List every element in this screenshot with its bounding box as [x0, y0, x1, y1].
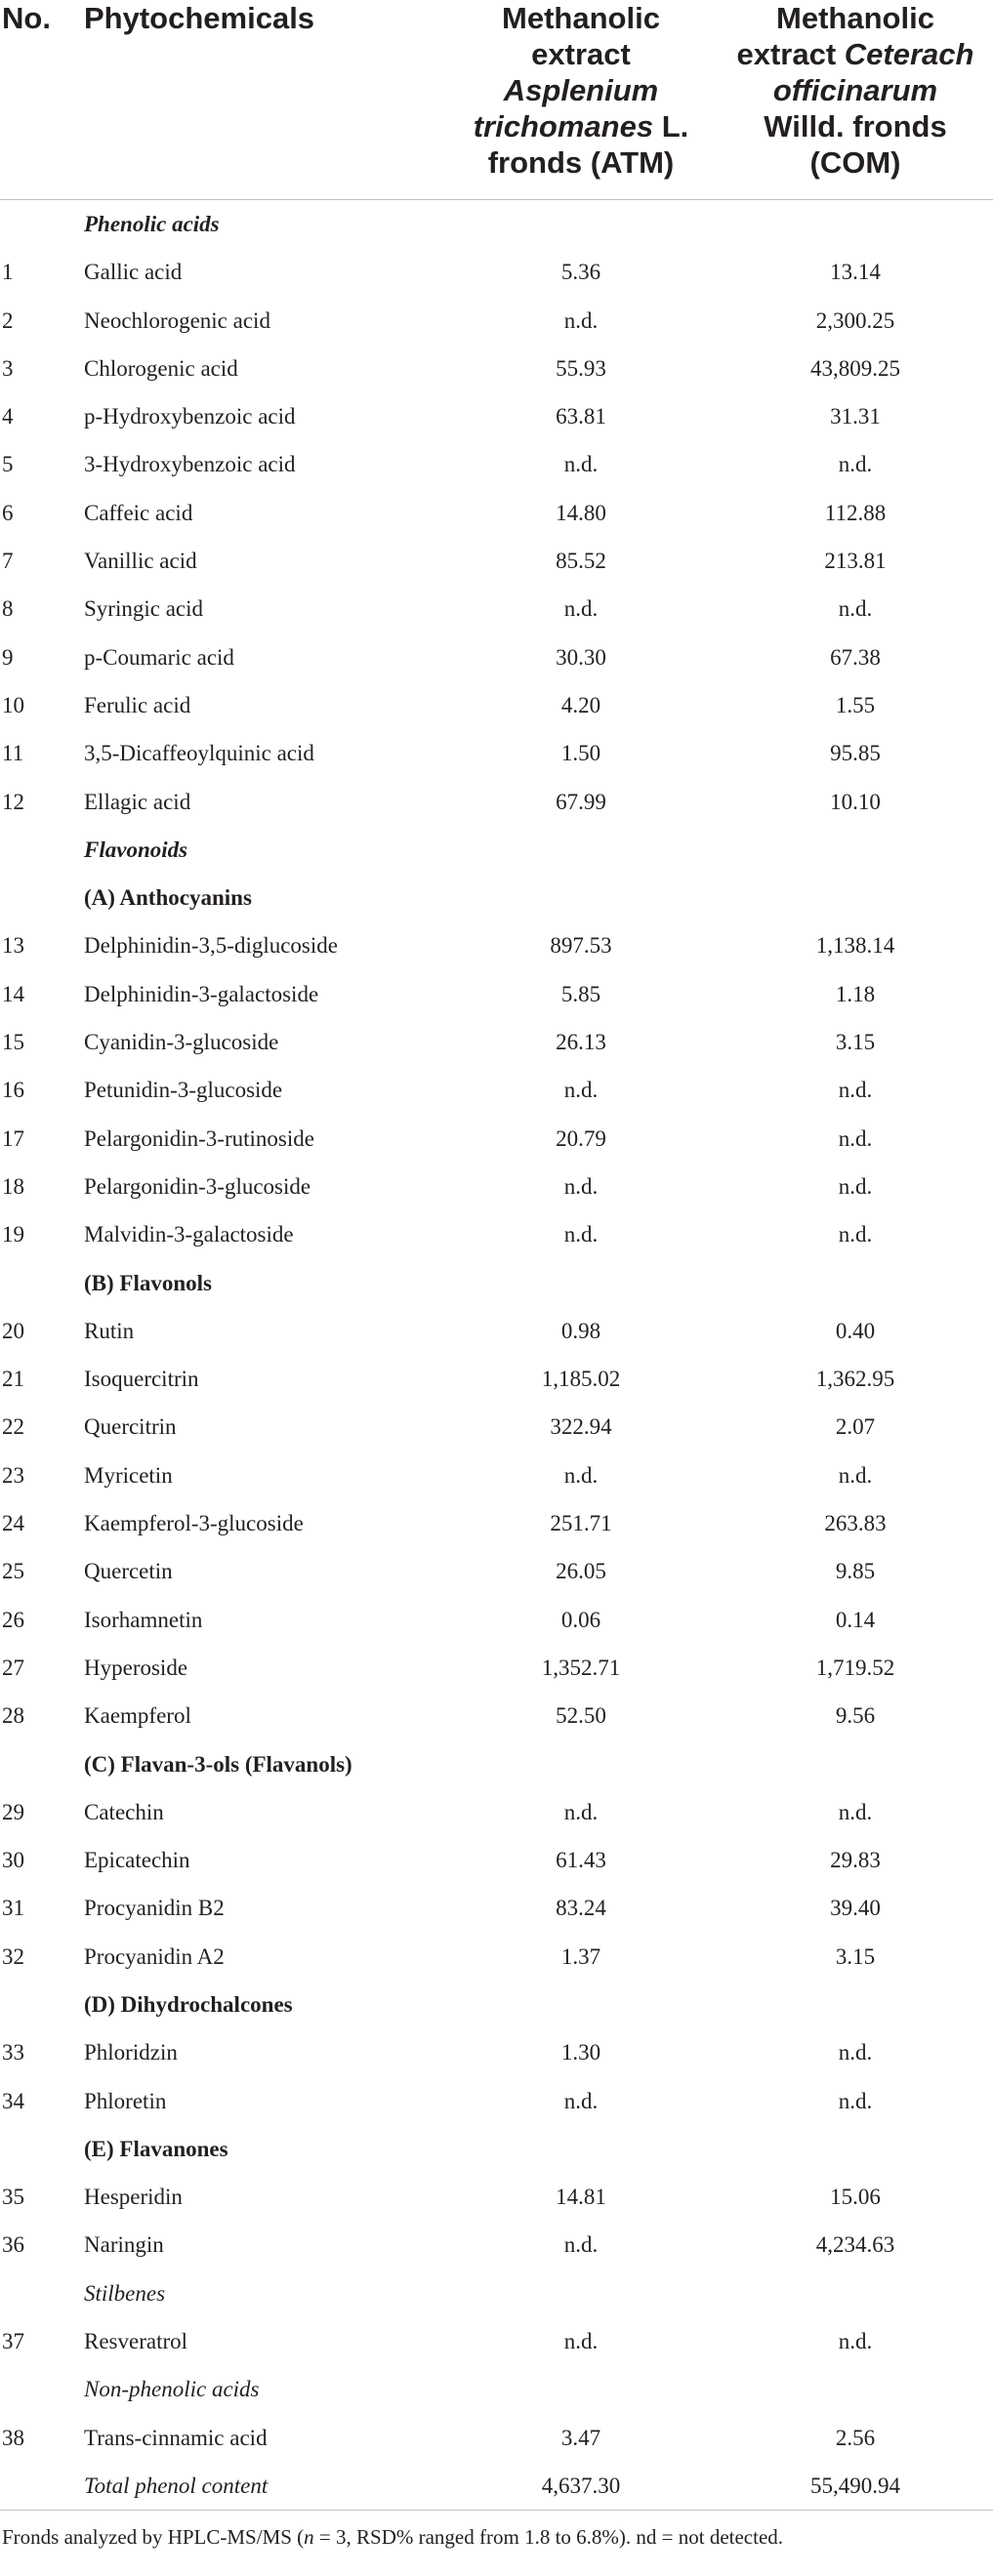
cell-atm: 0.06 [560, 1607, 601, 1632]
cell-atm: n.d. [563, 1462, 599, 1488]
table-row [0, 634, 993, 681]
table-row [0, 537, 993, 585]
cell-name: p-Hydroxybenzoic acid [84, 404, 296, 429]
cell-atm: 5.85 [560, 981, 601, 1006]
cell-name: Procyanidin A2 [84, 1943, 225, 1969]
cell-atm: n.d. [563, 1799, 599, 1824]
table-row [0, 1547, 993, 1595]
cell-name: Trans-cinnamic acid [84, 2425, 268, 2450]
cell-com: n.d. [838, 2040, 873, 2065]
cell-com: 263.83 [824, 1511, 887, 1536]
cell-com: 43,809.25 [810, 355, 900, 381]
cell-name: Petunidin-3-glucoside [84, 1078, 283, 1103]
table-row [0, 248, 993, 296]
cell-atm: 1,185.02 [541, 1367, 621, 1392]
header-no: No. [2, 1, 51, 35]
cell-name: Gallic acid [84, 260, 183, 285]
cell-name: Delphinidin-3,5-diglucoside [84, 933, 338, 959]
cell-no: 27 [2, 1655, 24, 1680]
cell-no: 25 [2, 1559, 24, 1584]
cell-name: Hesperidin [84, 2185, 183, 2210]
cell-name: 3-Hydroxybenzoic acid [84, 452, 296, 477]
cell-com: 112.88 [824, 500, 887, 525]
cell-atm: n.d. [563, 2329, 599, 2354]
cell-name: Quercetin [84, 1559, 173, 1584]
cell-atm: 52.50 [556, 1703, 606, 1729]
cell-name: Chlorogenic acid [84, 355, 238, 381]
cell-com: 10.10 [830, 789, 881, 814]
cell-atm: n.d. [563, 2232, 599, 2258]
cell-name: p-Coumaric acid [84, 644, 234, 670]
header-com: Methanolic extract Ceterach officinarum Willd. fronds (COM) [718, 0, 993, 181]
cell-name: Total phenol content [84, 2473, 269, 2498]
table-row [0, 970, 993, 1018]
cell-name: Myricetin [84, 1462, 173, 1488]
table-footnote: Fronds analyzed by HPLC-MS/MS (n = 3, RSD% ranged from 1.8 to 6.8%). nd = not detected. [2, 2525, 784, 2550]
cell-name: Caffeic acid [84, 500, 193, 525]
table-row [0, 1836, 993, 1884]
cell-atm: 4,637.30 [541, 2473, 621, 2498]
cell-no: 28 [2, 1703, 24, 1729]
cell-atm: n.d. [563, 596, 599, 622]
table-row [0, 778, 993, 826]
cell-name: Phloridzin [84, 2040, 178, 2065]
table-row [0, 1644, 993, 1692]
section-header [0, 2125, 993, 2173]
table-row [0, 1884, 993, 1932]
table-row [0, 1788, 993, 1836]
cell-atm: 63.81 [556, 404, 606, 429]
table-row [0, 1066, 993, 1114]
cell-com: 15.06 [830, 2185, 881, 2210]
cell-com: 2.07 [835, 1414, 876, 1440]
cell-atm: 85.52 [556, 549, 606, 574]
total-row [0, 2462, 993, 2511]
cell-no: 36 [2, 2232, 24, 2258]
table-row [0, 1307, 993, 1355]
cell-com: n.d. [838, 596, 873, 622]
cell-com: 95.85 [830, 741, 881, 766]
cell-name: Pelargonidin-3-rutinoside [84, 1125, 314, 1151]
table-row [0, 729, 993, 777]
table-row [0, 489, 993, 537]
cell-no: 4 [2, 404, 14, 429]
cell-atm: 26.05 [556, 1559, 606, 1584]
cell-com: 55,490.94 [810, 2473, 900, 2498]
cell-no: 9 [2, 644, 14, 670]
cell-no: 37 [2, 2329, 24, 2354]
table-row [0, 1596, 993, 1644]
table-row [0, 1933, 993, 1981]
cell-atm: n.d. [563, 307, 599, 333]
cell-name: Delphinidin-3-galactoside [84, 981, 319, 1006]
cell-com: 0.40 [835, 1318, 876, 1343]
section-header [0, 1259, 993, 1307]
cell-atm: 3.47 [560, 2425, 601, 2450]
table-row [0, 1163, 993, 1210]
cell-name: Isorhamnetin [84, 1607, 203, 1632]
cell-name: Catechin [84, 1799, 164, 1824]
section-label: Stilbenes [84, 2280, 166, 2306]
table-row [0, 2028, 993, 2076]
cell-no: 23 [2, 1462, 24, 1488]
cell-atm: 1.30 [560, 2040, 601, 2065]
cell-name: Cyanidin-3-glucoside [84, 1030, 279, 1055]
section-label: (D) Dihydrochalcones [84, 1991, 293, 2017]
cell-no: 1 [2, 260, 14, 285]
cell-com: n.d. [838, 1078, 873, 1103]
cell-atm: 1,352.71 [541, 1655, 621, 1680]
section-label: Non-phenolic acids [84, 2377, 260, 2402]
cell-no: 13 [2, 933, 24, 959]
table-row [0, 1499, 993, 1547]
cell-no: 38 [2, 2425, 24, 2450]
cell-no: 5 [2, 452, 14, 477]
cell-com: 1,362.95 [815, 1367, 895, 1392]
table-row [0, 921, 993, 969]
cell-name: Resveratrol [84, 2329, 188, 2354]
cell-no: 6 [2, 500, 14, 525]
cell-atm: 5.36 [560, 260, 601, 285]
cell-com: 1,719.52 [815, 1655, 895, 1680]
cell-name: Ellagic acid [84, 789, 191, 814]
cell-com: 31.31 [830, 404, 881, 429]
cell-no: 7 [2, 549, 14, 574]
cell-com: n.d. [838, 2329, 873, 2354]
cell-no: 30 [2, 1848, 24, 1873]
cell-com: 2.56 [835, 2425, 876, 2450]
cell-atm: 897.53 [550, 933, 612, 959]
cell-name: Pelargonidin-3-glucoside [84, 1173, 311, 1199]
cell-name: Naringin [84, 2232, 164, 2258]
cell-no: 16 [2, 1078, 24, 1103]
cell-com: 3.15 [835, 1943, 876, 1969]
cell-atm: 14.81 [556, 2185, 606, 2210]
cell-com: n.d. [838, 1799, 873, 1824]
header-atm-line4: trichomanes L. [473, 109, 689, 143]
cell-no: 17 [2, 1125, 24, 1151]
cell-atm: 0.98 [560, 1318, 601, 1343]
cell-no: 11 [2, 741, 24, 766]
header-phytochemicals: Phytochemicals [84, 1, 315, 35]
cell-com: n.d. [838, 1222, 873, 1247]
cell-no: 26 [2, 1607, 24, 1632]
table-body [0, 200, 993, 2511]
cell-name: Malvidin-3-galactoside [84, 1222, 294, 1247]
cell-atm: 20.79 [556, 1125, 606, 1151]
cell-com: 1.55 [835, 692, 876, 717]
header-com-line2: extract Ceterach [736, 37, 974, 71]
cell-no: 12 [2, 789, 24, 814]
table-row [0, 1210, 993, 1258]
table-row [0, 1692, 993, 1739]
cell-com: 1.18 [835, 981, 876, 1006]
table-row [0, 2077, 993, 2125]
cell-com: 2,300.25 [815, 307, 895, 333]
cell-com: 1,138.14 [815, 933, 895, 959]
cell-name: Quercitrin [84, 1414, 177, 1440]
section-label: Flavonoids [84, 837, 188, 862]
cell-atm: n.d. [563, 1078, 599, 1103]
cell-no: 15 [2, 1030, 24, 1055]
section-label: (E) Flavanones [84, 2136, 228, 2161]
cell-no: 20 [2, 1318, 24, 1343]
section-label: (A) Anthocyanins [84, 885, 252, 911]
cell-atm: n.d. [563, 452, 599, 477]
table-row [0, 2221, 993, 2269]
table-row [0, 2317, 993, 2365]
section-label: (C) Flavan-3-ols (Flavanols) [84, 1751, 352, 1777]
cell-no: 2 [2, 307, 14, 333]
header-atm: Methanolic extract Asplenium trichomanes L. fronds (ATM) [420, 0, 742, 181]
section-header [0, 2269, 993, 2317]
cell-no: 32 [2, 1943, 24, 1969]
cell-atm: n.d. [563, 2088, 599, 2113]
table-row [0, 1018, 993, 1066]
cell-name: Hyperoside [84, 1655, 188, 1680]
cell-no: 21 [2, 1367, 24, 1392]
section-header [0, 1981, 993, 2028]
cell-name: Epicatechin [84, 1848, 190, 1873]
section-header [0, 826, 993, 874]
cell-name: Vanillic acid [84, 549, 197, 574]
cell-name: Neochlorogenic acid [84, 307, 270, 333]
table-header [0, 0, 993, 200]
table-row [0, 2173, 993, 2221]
cell-no: 18 [2, 1173, 24, 1199]
cell-com: 29.83 [830, 1848, 881, 1873]
cell-com: 4,234.63 [815, 2232, 895, 2258]
cell-name: Kaempferol [84, 1703, 191, 1729]
cell-atm: 30.30 [556, 644, 606, 670]
cell-com: 67.38 [830, 644, 881, 670]
cell-name: Syringic acid [84, 596, 203, 622]
cell-no: 35 [2, 2185, 24, 2210]
table-row [0, 1355, 993, 1403]
cell-atm: 4.20 [560, 692, 601, 717]
cell-atm: 55.93 [556, 355, 606, 381]
table-row [0, 681, 993, 729]
cell-no: 14 [2, 981, 24, 1006]
cell-atm: 14.80 [556, 500, 606, 525]
cell-com: n.d. [838, 1173, 873, 1199]
table-row [0, 2414, 993, 2462]
cell-name: Procyanidin B2 [84, 1896, 225, 1921]
table-row [0, 440, 993, 488]
cell-no: 3 [2, 355, 14, 381]
cell-name: 3,5-Dicaffeoylquinic acid [84, 741, 314, 766]
cell-atm: n.d. [563, 1173, 599, 1199]
cell-name: Rutin [84, 1318, 135, 1343]
table-row [0, 1115, 993, 1163]
table-row [0, 1452, 993, 1499]
cell-com: n.d. [838, 2088, 873, 2113]
cell-atm: n.d. [563, 1222, 599, 1247]
cell-com: 39.40 [830, 1896, 881, 1921]
section-header [0, 1740, 993, 1788]
cell-no: 29 [2, 1799, 24, 1824]
cell-no: 22 [2, 1414, 24, 1440]
cell-no: 31 [2, 1896, 24, 1921]
cell-name: Kaempferol-3-glucoside [84, 1511, 304, 1536]
cell-atm: 61.43 [556, 1848, 606, 1873]
section-header [0, 200, 993, 248]
cell-com: 9.85 [835, 1559, 876, 1584]
cell-name: Ferulic acid [84, 692, 191, 717]
table-row [0, 585, 993, 633]
cell-no: 34 [2, 2088, 24, 2113]
cell-no: 10 [2, 692, 24, 717]
cell-com: n.d. [838, 1462, 873, 1488]
table-row [0, 345, 993, 392]
section-label: Phenolic acids [84, 212, 220, 236]
cell-atm: 1.50 [560, 741, 601, 766]
cell-no: 19 [2, 1222, 24, 1247]
cell-atm: 83.24 [556, 1896, 606, 1921]
section-label: (B) Flavonols [84, 1270, 212, 1295]
cell-atm: 251.71 [550, 1511, 612, 1536]
cell-com: n.d. [838, 452, 873, 477]
cell-atm: 1.37 [560, 1943, 601, 1969]
cell-com: 0.14 [835, 1607, 876, 1632]
cell-com: 13.14 [830, 260, 881, 285]
cell-com: 213.81 [824, 549, 887, 574]
section-header [0, 2365, 993, 2413]
table-row [0, 1403, 993, 1451]
cell-com: 9.56 [835, 1703, 876, 1729]
cell-com: n.d. [838, 1125, 873, 1151]
cell-name: Isoquercitrin [84, 1367, 199, 1392]
cell-no: 33 [2, 2040, 24, 2065]
cell-no: 8 [2, 596, 14, 622]
table-row [0, 392, 993, 440]
cell-no: 24 [2, 1511, 24, 1536]
cell-atm: 26.13 [556, 1030, 606, 1055]
table-row [0, 297, 993, 345]
section-header [0, 874, 993, 921]
cell-atm: 322.94 [550, 1414, 612, 1440]
cell-atm: 67.99 [556, 789, 606, 814]
cell-com: 3.15 [835, 1030, 876, 1055]
cell-name: Phloretin [84, 2088, 167, 2113]
